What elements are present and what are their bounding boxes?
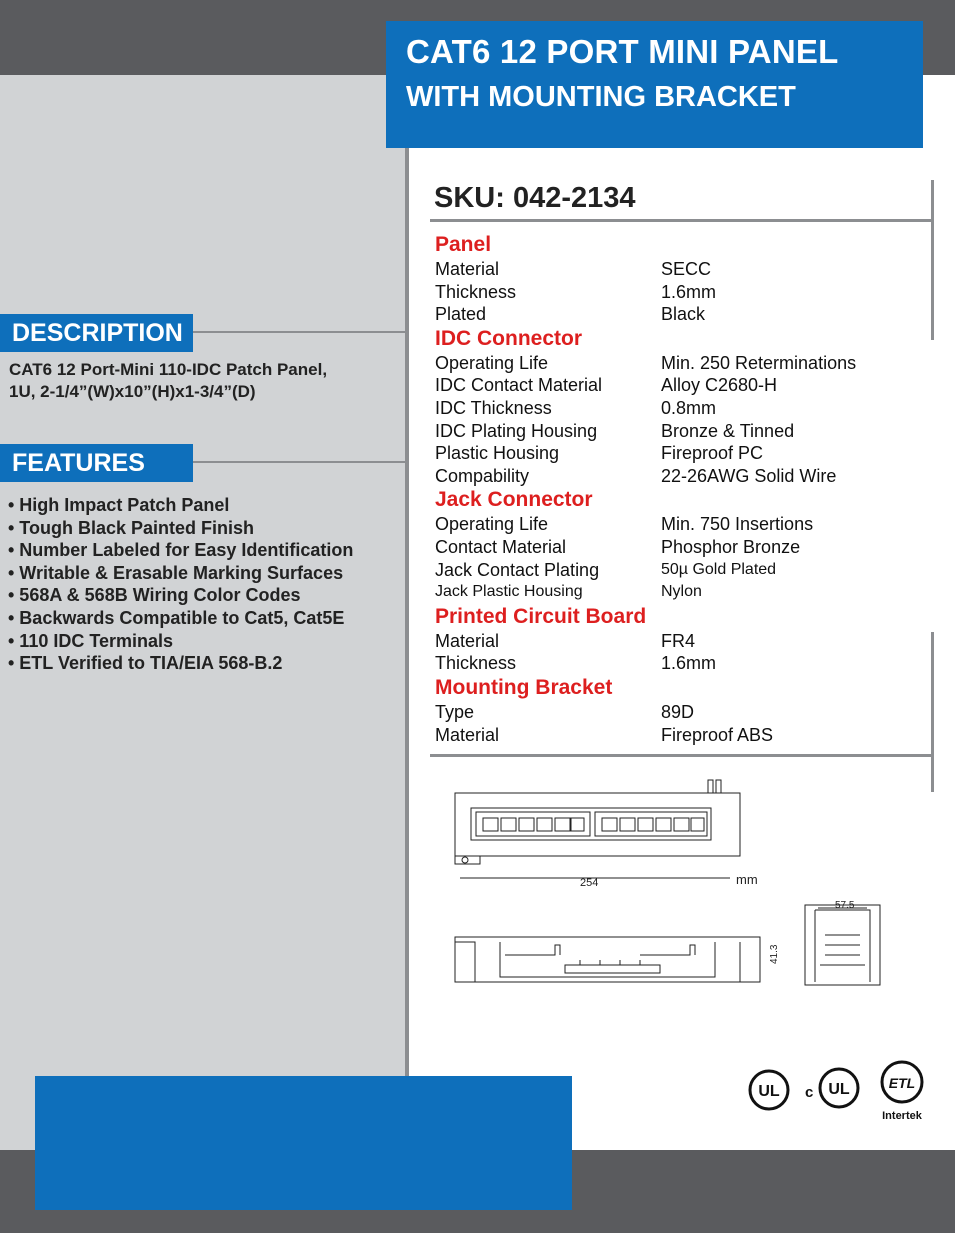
depth-dimension: 57.5 [835,900,855,911]
spec-table [435,232,905,746]
spec-value: Alloy C2680-H [661,375,778,396]
spec-row [435,724,905,747]
spec-label: Type [435,701,475,722]
spec-row [435,397,905,420]
spec-label: Jack Contact Plating [435,559,600,580]
port-row-left [483,818,584,831]
section-title-panel: Panel [435,233,492,256]
port-row-right [602,818,704,831]
spec-value: 89D [661,701,695,722]
spec-row [435,303,905,326]
spec-value: Phosphor Bronze [661,536,801,557]
feature-item: • High Impact Patch Panel [8,495,230,515]
spec-value: Fireproof ABS [661,724,774,745]
spec-row [435,652,905,675]
feature-item: • 568A & 568B Wiring Color Codes [8,585,301,606]
spec-row [435,581,905,604]
spec-row [435,374,905,397]
feature-item: • Backwards Compatible to Cat5, Cat5E [8,607,345,628]
spec-section-jack-connector [435,487,905,603]
spec-value: 0.8mm [661,397,717,418]
left-panel-divider [405,148,409,1233]
spec-label: Contact Material [435,536,567,557]
feature-item: • Tough Black Painted Finish [8,517,254,538]
section-title-jack-connector: Jack Connector [435,488,593,512]
spec-section-mounting-bracket [435,675,905,746]
spec-label: Jack Plastic Housing [435,583,583,601]
description-text [9,359,399,403]
sku-rule [430,219,934,222]
cul-logo [820,1069,858,1107]
spec-value: Black [661,304,706,325]
ul-mark: UL [758,1083,780,1100]
spec-label: Operating Life [435,352,549,373]
spec-row [435,420,905,443]
spec-row [435,442,905,465]
feature-item: • Number Labeled for Easy Identification [8,540,354,561]
front-view-drawing [455,780,740,878]
spec-section-pcb [435,604,905,675]
spec-label: Thickness [435,281,517,302]
intertek-label: Intertek [882,1110,922,1122]
title-line-1: CAT6 12 PORT MINI PANEL [406,33,839,70]
spec-label: Plated [435,304,487,325]
cul-mark: UL [828,1081,850,1098]
spec-row [435,258,905,281]
description-rule [193,331,405,333]
spec-row [435,465,905,488]
spec-label: Material [435,259,500,279]
certification-logos [745,1055,935,1127]
width-dimension: 254 [580,877,599,889]
spec-row [435,559,905,582]
side-view-drawing [455,937,760,982]
description-heading: DESCRIPTION [0,314,193,352]
unit-label: mm [736,872,758,887]
ul-logo [750,1071,788,1109]
spec-row [435,630,905,653]
end-view-drawing [805,905,880,985]
spec-row [435,701,905,724]
spec-label: Material [435,630,500,651]
spec-section-idc-connector [435,326,905,488]
spec-label: IDC Thickness [435,397,552,418]
spec-value: 50µ Gold Plated [661,560,777,578]
spec-value: 1.6mm [661,281,717,302]
description-line-1: CAT6 12 Port-Mini 110-IDC Patch Panel, [9,360,328,379]
spec-label: Plastic Housing [435,443,560,464]
sku-label: SKU: 042-2134 [434,182,636,214]
technical-drawings [440,770,900,1000]
spec-label: Material [435,724,500,745]
spec-row [435,513,905,536]
title-banner [386,21,923,148]
spec-value: Min. 250 Reterminations [661,352,857,373]
etl-logo [882,1062,923,1122]
section-title-pcb: Printed Circuit Board [435,604,647,628]
right-frame-line-top [931,180,934,340]
spec-value: 1.6mm [661,653,717,674]
feature-item: • Writable & Erasable Marking Surfaces [8,562,344,583]
right-frame-line-bottom [931,632,934,792]
spec-section-panel [435,232,905,326]
spec-label: Compability [435,465,530,486]
spec-label: Thickness [435,653,517,674]
features-rule [193,461,405,463]
features-heading: FEATURES [0,444,193,482]
canada-mark: c [805,1084,814,1101]
spec-label: IDC Contact Material [435,375,603,396]
spec-value: Nylon [661,583,702,601]
spec-label: Operating Life [435,514,549,535]
section-title-idc-connector: IDC Connector [435,326,582,350]
bottom-blue-block [35,1076,572,1210]
spec-value: SECC [661,259,712,279]
section-title-mounting-bracket: Mounting Bracket [435,675,613,699]
etl-mark: ETL [888,1075,916,1091]
spec-row [435,281,905,304]
feature-item: • ETL Verified to TIA/EIA 568-B.2 [8,653,283,674]
description-line-2: 1U, 2-1/4”(W)x10”(H)x1-3/4”(D) [9,382,256,401]
feature-item: • 110 IDC Terminals [8,630,174,651]
features-list [8,494,353,675]
spec-value: FR4 [661,630,696,651]
spec-row [435,352,905,375]
spec-value: 22-26AWG Solid Wire [661,465,837,486]
spec-label: IDC Plating Housing [435,420,598,441]
spec-value: Min. 750 Insertions [661,514,814,535]
height-dimension: 41.3 [769,944,780,964]
spec-value: Fireproof PC [661,443,764,464]
spec-row [435,536,905,559]
spec-value: Bronze & Tinned [661,420,795,441]
specs-bottom-rule [430,754,934,757]
title-line-2: WITH MOUNTING BRACKET [406,81,796,113]
